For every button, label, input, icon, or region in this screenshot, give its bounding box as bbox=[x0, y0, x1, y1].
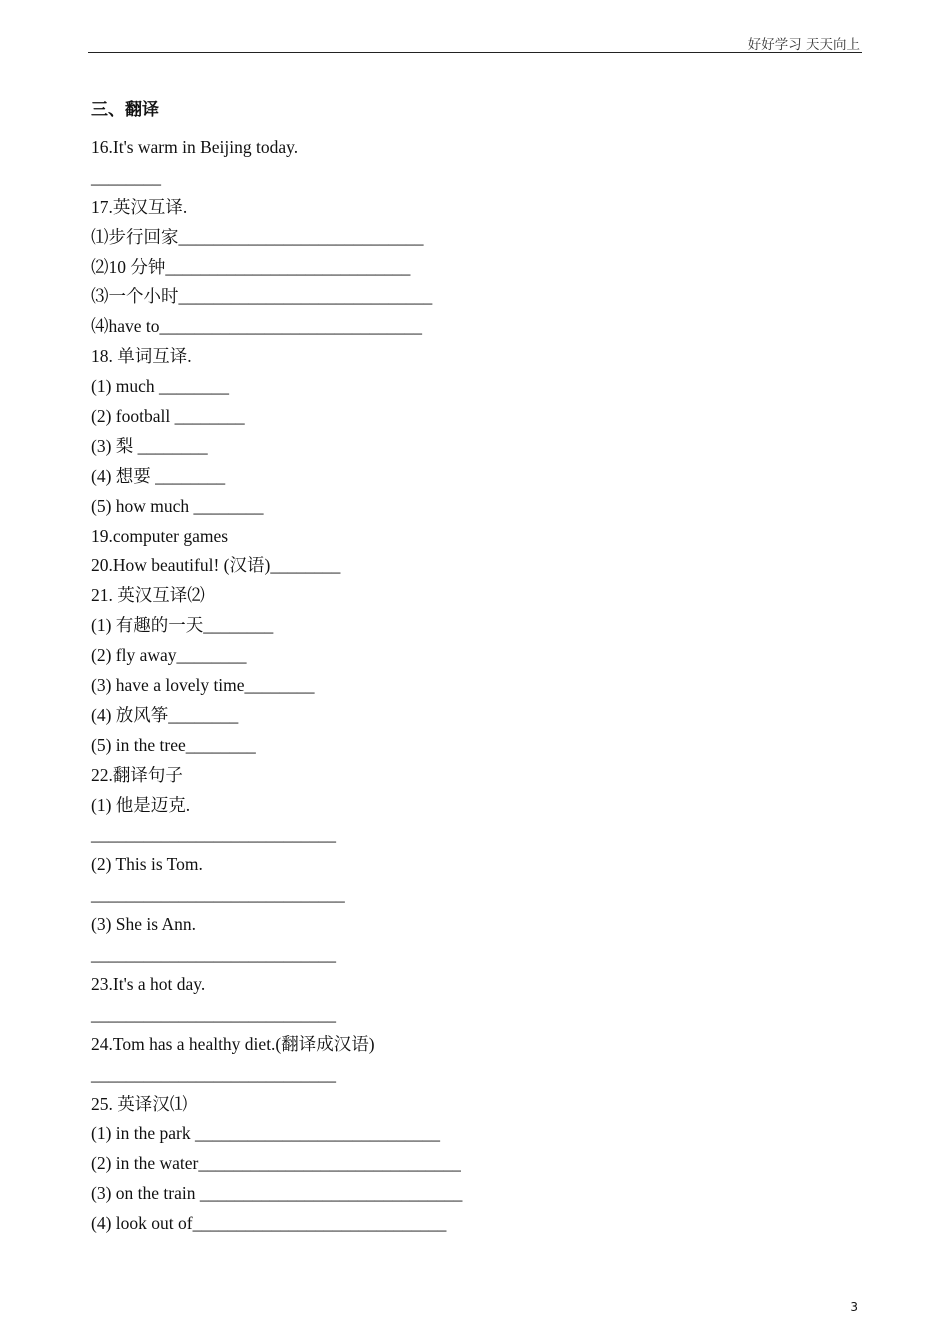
question-line: 23.It's a hot day. bbox=[91, 973, 206, 994]
question-line: 17.英汉互译. bbox=[91, 196, 188, 217]
question-line: 16.It's warm in Beijing today. bbox=[91, 137, 299, 157]
question-line: ⑶一个小时_____________________________ bbox=[91, 286, 433, 307]
page-number: 3 bbox=[850, 1300, 858, 1314]
question-line: (1) 有趣的一天________ bbox=[91, 615, 274, 636]
question-line: 18. 单词互译. bbox=[91, 346, 192, 367]
answer-blank: _____________________________ bbox=[91, 884, 345, 905]
question-line: (1) much ________ bbox=[91, 376, 230, 397]
question-line: (2) fly away________ bbox=[91, 645, 247, 666]
question-line: 25. 英译汉⑴ bbox=[91, 1093, 188, 1114]
question-line: (3) 梨 ________ bbox=[91, 435, 208, 456]
question-line: (5) how much ________ bbox=[91, 495, 264, 516]
question-line: (4) 放风筝________ bbox=[91, 704, 239, 725]
question-line: 24.Tom has a healthy diet.(翻译成汉语) bbox=[91, 1033, 375, 1054]
question-line: 22.翻译句子 bbox=[91, 764, 183, 785]
question-line: 20.How beautiful! (汉语)________ bbox=[91, 555, 341, 576]
question-line: 19.computer games bbox=[91, 525, 229, 546]
question-line: (4) look out of_____________________________ bbox=[91, 1213, 447, 1234]
question-line: (3) on the train ______________________________ bbox=[91, 1183, 463, 1204]
question-line: (1) 他是迈克. bbox=[91, 794, 191, 815]
answer-blank: ________ bbox=[91, 166, 161, 187]
question-line: (4) 想要 ________ bbox=[91, 465, 226, 486]
answer-blank: ____________________________ bbox=[91, 1063, 336, 1084]
question-line: (3) have a lovely time________ bbox=[91, 675, 315, 696]
question-line: 21. 英汉互译⑵ bbox=[91, 585, 205, 606]
question-line: (1) in the park ____________________________ bbox=[91, 1123, 440, 1144]
question-line: (2) football ________ bbox=[91, 406, 245, 427]
exercise-content bbox=[91, 133, 871, 1239]
question-line: (2) This is Tom. bbox=[91, 854, 203, 875]
answer-blank: ____________________________ bbox=[91, 944, 336, 965]
answer-blank: ____________________________ bbox=[91, 824, 336, 845]
question-line: (3) She is Ann. bbox=[91, 914, 196, 935]
question-line: (2) in the water______________________________ bbox=[91, 1153, 461, 1174]
header-divider bbox=[88, 52, 862, 53]
question-line: ⑷have to______________________________ bbox=[91, 316, 423, 337]
header-slogan: 好好学习 天天向上 bbox=[747, 37, 860, 53]
question-line: ⑴步行回家____________________________ bbox=[91, 226, 424, 247]
question-line: (5) in the tree________ bbox=[91, 734, 256, 755]
section-title: 三、翻译 bbox=[91, 100, 159, 120]
answer-blank: ____________________________ bbox=[91, 1003, 336, 1024]
question-line: ⑵10 分钟____________________________ bbox=[91, 256, 411, 277]
